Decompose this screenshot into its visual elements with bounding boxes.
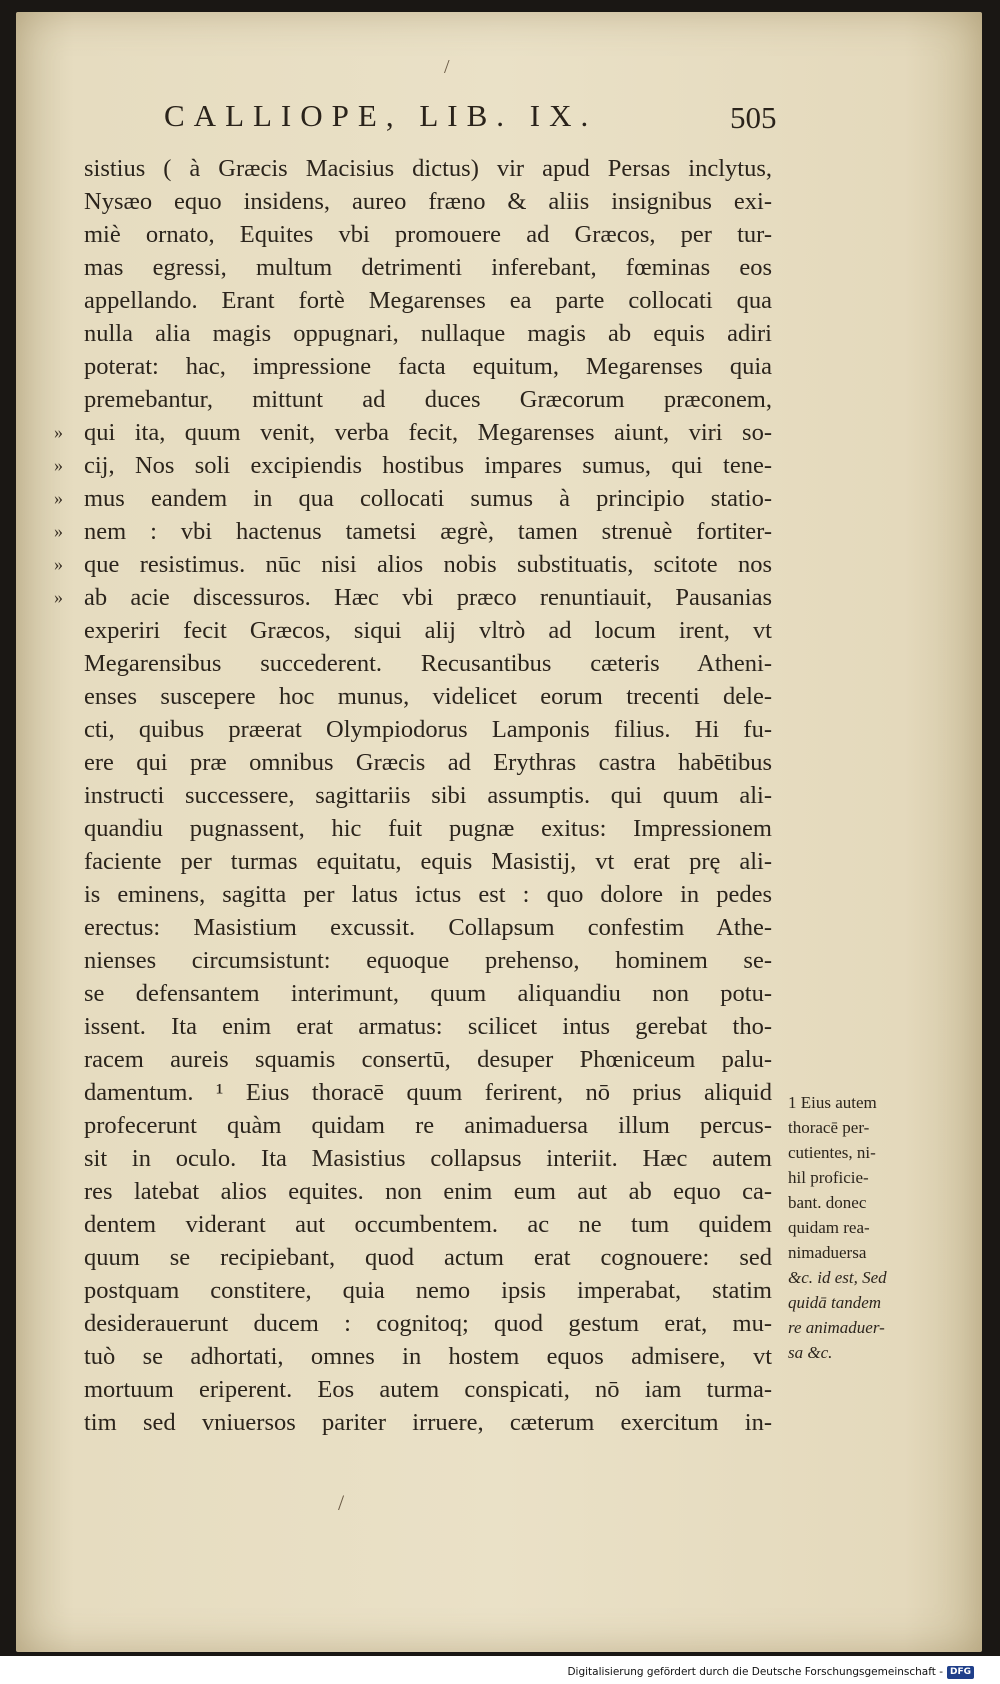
margin-note-line: &c. id est, Sed xyxy=(788,1268,887,1287)
quote-mark: » xyxy=(54,521,63,541)
text-line: qui ita, quum venit, verba fecit, Megarenses aiunt, viri so- xyxy=(84,419,772,446)
top-ink-mark: / xyxy=(444,56,450,78)
text-line: postquam constitere, quia nemo ipsis imperabat, statim xyxy=(84,1277,772,1304)
text-line: se defensantem interimunt, quum aliquandiu non potu- xyxy=(84,980,772,1007)
margin-note-line: hil proficie- xyxy=(788,1168,869,1187)
quote-mark: » xyxy=(54,455,63,475)
text-line: erectus: Masistium excussit. Collapsum confestim Athe- xyxy=(84,914,772,941)
page-header xyxy=(16,98,982,138)
text-line: Nysæo equo insidens, aureo fræno & aliis insignibus exi- xyxy=(84,188,772,215)
quote-mark: » xyxy=(54,488,63,508)
text-line: sit in oculo. Ita Masistius collapsus interiit. Hæc autem xyxy=(84,1145,772,1172)
text-line: instructi successere, sagittariis sibi assumptis. qui quum ali- xyxy=(84,782,772,809)
quote-mark: » xyxy=(54,587,63,607)
text-line: tuò se adhortati, omnes in hostem equos admisere, vt xyxy=(84,1343,772,1370)
text-line: ab acie discessuros. Hæc vbi præco renuntiauit, Pausanias xyxy=(84,584,772,611)
text-line: issent. Ita enim erat armatus: scilicet intus gerebat tho- xyxy=(84,1013,772,1040)
text-line: mus eandem in qua collocati sumus à principio statio- xyxy=(84,485,772,512)
quote-mark: » xyxy=(54,554,63,574)
margin-note-line: quidā tandem xyxy=(788,1293,882,1312)
text-line: enses suscepere hoc munus, videlicet eorum trecenti dele- xyxy=(84,683,772,710)
page-number: 505 xyxy=(730,100,777,135)
text-line: mortuum eriperent. Eos autem conspicati, nō iam turma- xyxy=(84,1376,772,1403)
text-line: sistius ( à Græcis Macisius dictus) vir apud Persas inclytus, xyxy=(84,155,772,182)
text-line: res latebat alios equites. non enim eum aut ab equo ca- xyxy=(84,1178,772,1205)
book-page xyxy=(16,12,982,1652)
text-line: nienses circumsistunt: equoque prehenso, hominem se- xyxy=(84,947,772,974)
text-line: ere qui præ omnibus Græcis ad Erythras castra habētibus xyxy=(84,749,772,776)
margin-note-line: bant. donec xyxy=(788,1193,867,1212)
running-title: CALLIOPE, LIB. IX. xyxy=(164,98,598,133)
text-line: dentem viderant aut occumbentem. ac ne tum quidem xyxy=(84,1211,772,1238)
text-line: experiri fecit Græcos, siqui alij vltrò ad locum irent, vt xyxy=(84,617,772,644)
margin-note-line: sa &c. xyxy=(788,1343,833,1362)
digitization-credit xyxy=(565,1664,976,1680)
text-line: quum se recipiebant, quod actum erat cognouere: sed xyxy=(84,1244,772,1271)
credit-text: Digitalisierung gefördert durch die Deutsche Forschungsgemeinschaft - xyxy=(567,1666,943,1678)
margin-note-line: thoracē per- xyxy=(788,1118,870,1137)
bottom-ink-mark: / xyxy=(338,1490,345,1515)
text-line: miè ornato, Equites vbi promouere ad Græcos, per tur- xyxy=(84,221,772,248)
margin-note-line: quidam rea- xyxy=(788,1218,870,1237)
text-line: racem aureis squamis consertū, desuper Phœniceum palu- xyxy=(84,1046,772,1073)
text-line: desiderauerunt ducem : cognitoq; quod gestum erat, mu- xyxy=(84,1310,772,1337)
text-line: que resistimus. nūc nisi alios nobis substituatis, scitote nos xyxy=(84,551,772,578)
quote-mark: » xyxy=(54,422,63,442)
text-line: tim sed vniuersos pariter irruere, cæterum exercitum in- xyxy=(84,1409,772,1436)
margin-note-line: cutientes, ni- xyxy=(788,1143,876,1162)
text-line: Megarensibus succederent. Recusantibus cæteris Atheni- xyxy=(84,650,772,677)
margin-note xyxy=(788,1090,938,1365)
text-line: nulla alia magis oppugnari, nullaque magis ab equis adiri xyxy=(84,320,772,347)
text-line: profecerunt quàm quidam re animaduersa illum percus- xyxy=(84,1112,772,1139)
margin-note-line: re animaduer- xyxy=(788,1318,885,1337)
text-line: damentum. ¹ Eius thoracē quum ferirent, nō prius aliquid xyxy=(84,1079,772,1106)
text-line: cij, Nos soli excipiendis hostibus impares sumus, qui tene- xyxy=(84,452,772,479)
text-line: mas egressi, multum detrimenti inferebant, fœminas eos xyxy=(84,254,772,281)
margin-note-line: 1 Eius autem xyxy=(788,1093,877,1112)
text-line: cti, quibus præerat Olympiodorus Lamponis filius. Hi fu- xyxy=(84,716,772,743)
text-line: appellando. Erant fortè Megarenses ea parte collocati qua xyxy=(84,287,772,314)
text-line: quandiu pugnassent, hic fuit pugnæ exitus: Impressionem xyxy=(84,815,772,842)
dfg-logo: DFG xyxy=(947,1666,974,1679)
margin-note-line: nimaduersa xyxy=(788,1243,867,1262)
text-line: faciente per turmas equitatu, equis Masistij, vt erat prę ali- xyxy=(84,848,772,875)
text-line: premebantur, mittunt ad duces Græcorum præconem, xyxy=(84,386,772,413)
main-text xyxy=(84,152,772,1439)
text-line: is eminens, sagitta per latus ictus est : quo dolore in pedes xyxy=(84,881,772,908)
text-line: nem : vbi hactenus tametsi ægrè, tamen strenuè fortiter- xyxy=(84,518,772,545)
text-line: poterat: hac, impressione facta equitum, Megarenses quia xyxy=(84,353,772,380)
